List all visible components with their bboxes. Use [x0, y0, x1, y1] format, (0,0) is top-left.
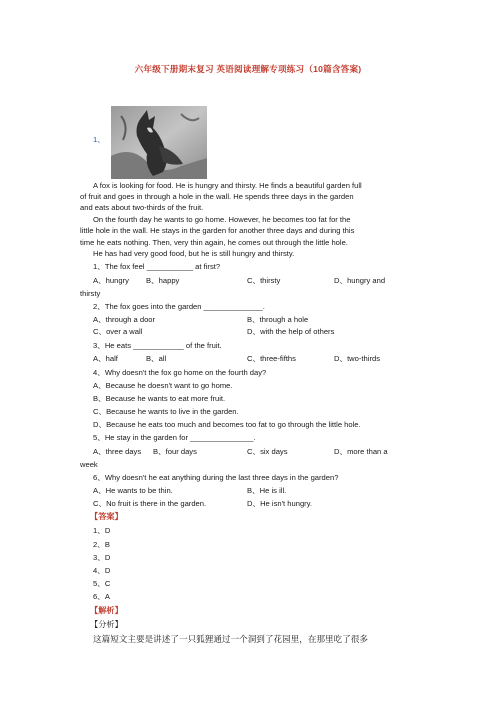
question-number: 1、 [93, 135, 105, 144]
option-wrap: week [80, 460, 98, 469]
analysis-text: 这篇短文主要是讲述了一只狐狸通过一个洞到了花园里，在那里吃了很多 [93, 634, 369, 644]
option: A、through a door [93, 315, 156, 324]
question-stem: 4、Why doesn't the fox go home on the fourth day? [93, 368, 267, 377]
option: C、three-fifths [247, 354, 296, 363]
answer-item: 4、D [93, 566, 111, 575]
passage-line: On the fourth day he wants to go home. However, he becomes too fat for the [93, 215, 351, 224]
option: B、through a hole [247, 315, 309, 324]
option-wrap: thirsty [80, 289, 101, 298]
analysis-heading: 【解析】 [90, 606, 123, 615]
answer-item: 6、A [93, 592, 110, 601]
passage-line: of fruit and goes in through a hole in the wall. He spends three days in the garden [80, 192, 354, 201]
question-stem: 6、Why doesn't he eat anything during the last three days in the garden? [93, 473, 339, 482]
option: A、three days [93, 447, 142, 456]
option: B、happy [146, 276, 180, 285]
passage-line: little hole in the wall. He stays in the garden for another three days and during this [80, 226, 355, 235]
question-stem: 1、The fox feel ___________ at first? [93, 262, 221, 271]
option: B、all [146, 354, 167, 363]
option: C、over a wall [93, 327, 143, 336]
answer-item: 1、D [93, 526, 111, 535]
option: D、He isn't hungry. [247, 499, 313, 508]
option: D、more than a [334, 447, 388, 456]
passage-line: time he eats nothing. Then, very thin again, he comes out through the little hole. [80, 238, 348, 247]
option: C、six days [247, 447, 288, 456]
document-title: 六年级下册期末复习 英语阅读理解专项练习（10篇含答案) [134, 64, 362, 74]
option: A、hungry [93, 276, 129, 285]
answer-item: 3、D [93, 553, 111, 562]
question-stem: 3、He eats ____________ of the fruit. [93, 341, 222, 350]
passage-line: He has had very good food, but he is still hungry and thirsty. [93, 249, 295, 258]
passage-line: A fox is looking for food. He is hungry and thirsty. He finds a beautiful garden full [93, 181, 362, 190]
option: A、Because he doesn't want to go home. [93, 381, 233, 390]
option: B、Because he wants to eat more fruit. [93, 394, 226, 403]
option: A、He wants to be thin. [93, 486, 173, 495]
option: B、He is ill. [247, 486, 287, 495]
option: C、No fruit is there in the garden. [93, 499, 207, 508]
answer-item: 2、B [93, 540, 110, 549]
fox-photo-icon [111, 106, 207, 179]
option: D、with the help of others [247, 327, 335, 336]
option: D、two-thirds [334, 354, 380, 363]
option: D、Because he eats too much and becomes too fat to go through the little hole. [93, 420, 361, 429]
answer-heading: 【答案】 [90, 512, 123, 521]
answer-item: 5、C [93, 579, 111, 588]
option: D、hungry and [334, 276, 386, 285]
option: A、half [93, 354, 118, 363]
question-stem: 2、The fox goes into the garden ______________. [93, 302, 265, 311]
passage-line: and eats about two-thirds of the fruit. [80, 203, 204, 212]
analysis-subheading: 【分析】 [90, 620, 123, 629]
question-stem: 5、He stay in the garden for _______________. [93, 433, 256, 442]
option: C、thirsty [247, 276, 281, 285]
option: C、Because he wants to live in the garden. [93, 407, 239, 416]
option: B、four days [153, 447, 197, 456]
